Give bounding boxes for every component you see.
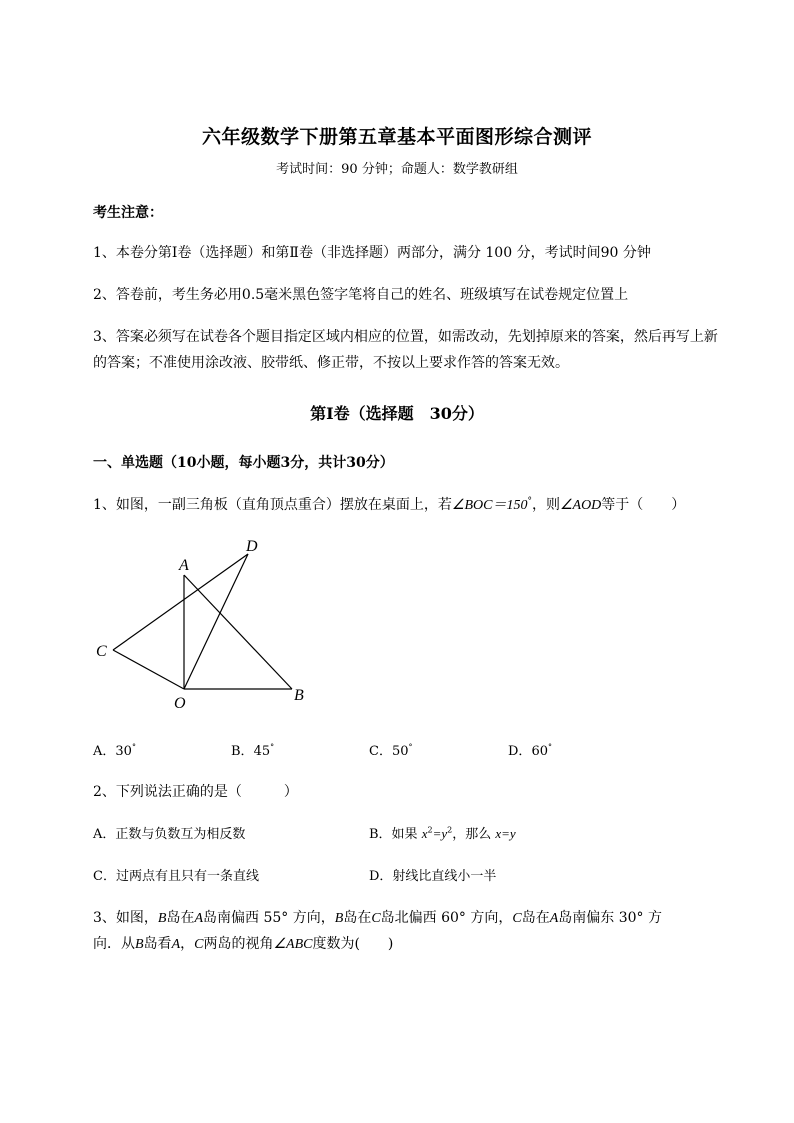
q1-option-c[interactable] (369, 740, 413, 759)
q3-text-k: 两岛的视角 (203, 936, 274, 952)
q3-b3: B (135, 937, 144, 952)
part-title: 一、单选题（10小题，每小题3分，共计30分） (93, 455, 394, 471)
q3-a2: A (549, 911, 559, 926)
q1-option-d-label: D． (508, 744, 532, 759)
q1-option-a-value: 30 (115, 744, 132, 759)
notes-heading: 考生注意： (93, 205, 163, 221)
q1-option-c-value: 50 (391, 744, 409, 759)
q1-option-d-deg: ° (547, 742, 552, 752)
label-o: O (174, 695, 186, 712)
q3-c3: C (194, 937, 204, 952)
q1-option-c-deg: ° (408, 742, 413, 752)
page-title: 六年级数学下册第五章基本平面图形综合测评 (201, 126, 592, 148)
q1-math-bob: ∠BOC＝150 (451, 498, 528, 513)
q3-c1: C (371, 911, 381, 926)
q1-option-c-label: C． (369, 744, 392, 759)
q3-a1: A (194, 911, 204, 926)
q1-option-a-label: A． (93, 744, 116, 759)
label-a: A (179, 557, 189, 574)
q2-option-b[interactable] (369, 823, 516, 842)
q3-text-h: 向．从 (93, 936, 135, 952)
q3-text-j: ， (180, 936, 195, 952)
q3-b2: B (334, 911, 344, 926)
q1-option-d[interactable] (508, 740, 552, 759)
question-2-stem: 2、下列说法正确的是（ ） (93, 784, 298, 800)
q1-deg: ° (527, 496, 532, 507)
q1-option-a-deg: ° (131, 742, 136, 752)
label-c: C (96, 643, 107, 660)
question-3-line-1 (93, 907, 662, 927)
q3-a3: A (171, 937, 181, 952)
q1-option-b-value: 45 (253, 744, 271, 759)
q3-text-d: 岛在 (343, 910, 372, 926)
q3-text-c: 岛南偏西 55° 方向， (203, 910, 335, 926)
q2-option-b-mid: ，那么 (452, 827, 496, 842)
label-b: B (294, 687, 304, 704)
q2-sup-2: 2 (447, 825, 453, 835)
q3-angle-abc: ∠ABC (273, 937, 313, 952)
q3-text-f: 岛在 (521, 910, 550, 926)
q1-triangle-figure (88, 532, 318, 717)
q1-option-d-value: 60 (531, 744, 548, 759)
q3-text-l: 度数为( ) (312, 936, 394, 952)
note-item-2: 2、答卷前，考生务必用0.5毫米黑色签字笔将自己的姓名、班级填写在试卷规定位置上 (93, 287, 629, 303)
line-co (113, 650, 184, 689)
q2-math-x-eq-y: x=y (495, 826, 516, 841)
q2-option-d[interactable]: D．射线比直线小一半 (369, 869, 497, 884)
q1-option-b[interactable] (231, 740, 274, 759)
q3-b1: B (157, 911, 167, 926)
q1-option-b-deg: ° (270, 742, 275, 752)
q1-option-b-label: B． (231, 744, 254, 759)
exam-info: 考试时间：90 分钟；命题人：数学教研组 (276, 162, 518, 177)
q2-option-c[interactable]: C．过两点有且只有一条直线 (93, 869, 259, 884)
q2-option-b-pre: B．如果 (369, 827, 422, 842)
q1-text-pre: 1、如图，一副三角板（直角顶点重合）摆放在桌面上，若 (93, 497, 452, 513)
q2-sup-1: 2 (427, 825, 433, 835)
question-1-stem (93, 494, 685, 514)
q3-c2: C (512, 911, 522, 926)
question-3-line-2 (93, 933, 393, 953)
q1-text-mid: ，则 (531, 497, 560, 513)
q3-text-g: 岛南偏东 30° 方 (558, 910, 663, 926)
line-od (184, 554, 248, 689)
q3-text-a: 3、如图， (93, 910, 158, 926)
note-item-3-cont: 的答案；不准使用涂改液、胶带纸、修正带，不按以上要求作答的答案无效。 (93, 355, 569, 371)
label-d: D (246, 538, 258, 555)
q2-math-eq-y: =y (432, 826, 448, 841)
q3-text-b: 岛在 (166, 910, 195, 926)
note-item-1: 1、本卷分第Ⅰ卷（选择题）和第Ⅱ卷（非选择题）两部分，满分 100 分，考试时间90 分钟 (93, 245, 651, 261)
q2-option-a[interactable]: A．正数与负数互为相反数 (93, 827, 246, 842)
q3-text-i: 岛看 (143, 936, 172, 952)
section-title: 第Ⅰ卷（选择题 30分） (310, 404, 484, 423)
q3-text-e: 岛北偏西 60° 方向， (380, 910, 513, 926)
note-item-3: 3、答案必须写在试卷各个题目指定区域内相应的位置，如需改动，先划掉原来的答案，然后再写上新 (93, 329, 718, 345)
q1-option-a[interactable] (93, 740, 136, 759)
q2-math-x: x (421, 826, 428, 841)
q1-math-aod: ∠AOD (559, 498, 602, 513)
line-ab (184, 575, 292, 689)
q1-text-post: 等于（ ） (601, 497, 686, 513)
